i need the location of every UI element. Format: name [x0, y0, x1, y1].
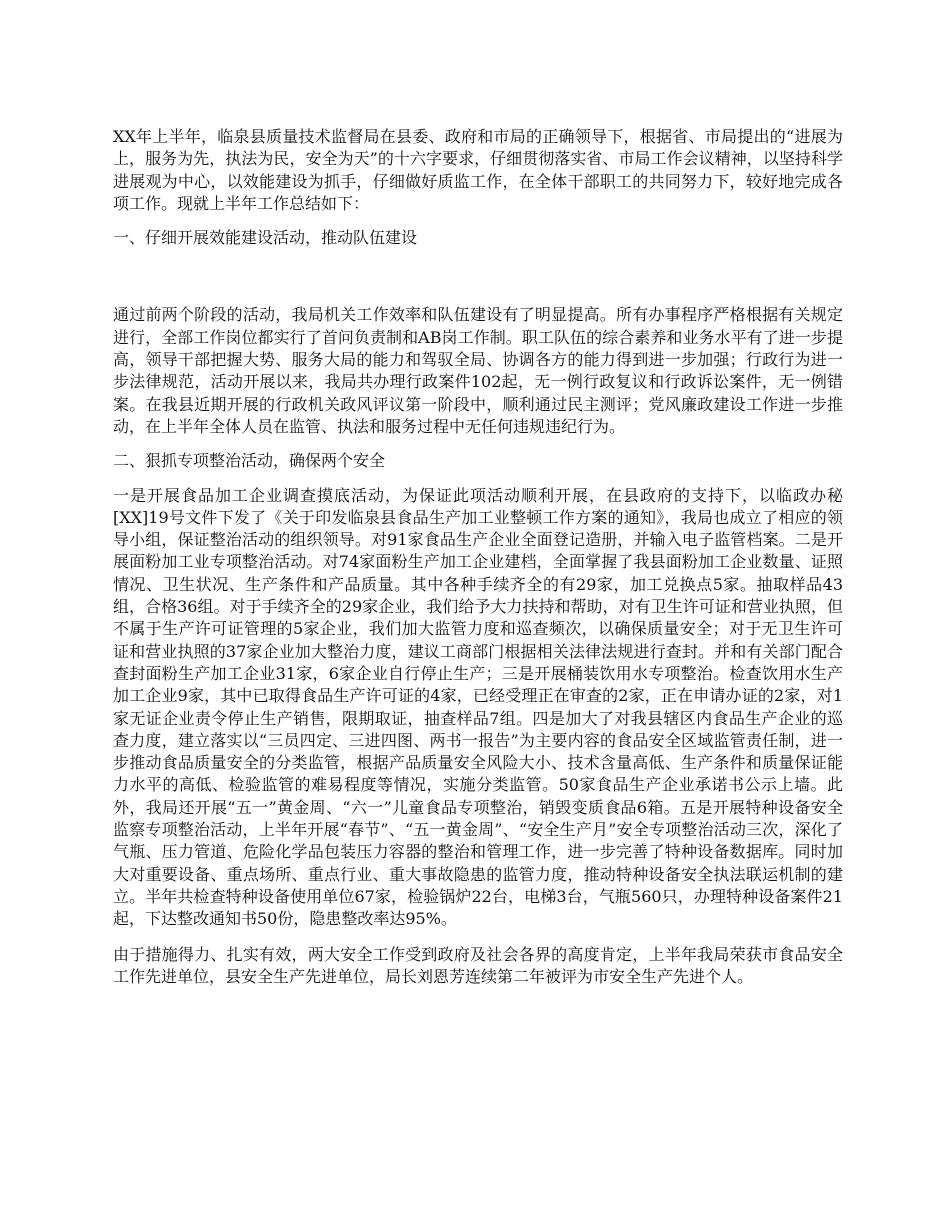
intro-paragraph: XX年上半年，临泉县质量技术监督局在县委、政府和市局的正确领导下，根据省、市局提出的“进展为上，服务为先，执法为民，安全为天”的十六字要求，仔细贯彻落实省、市局工作会议精神，以坚持科学进展观为中心，以效能建设为抓手，仔细做好质监工作，在全体干部职工的共同努力下，较好地完成各项工作。现就上半年工作总结如下： — [113, 127, 843, 213]
section-heading-2: 二、狠抓专项整治活动，确保两个安全 — [113, 451, 386, 471]
closing-paragraph: 由于措施得力、扎实有效，两大安全工作受到政府及社会各界的高度肯定，上半年我局荣获市食品安全工作先进单位，县安全生产先进单位，局长刘恩芳连续第二年被评为市安全生产先进个人。 — [113, 944, 843, 986]
section-2-paragraph: 一是开展食品加工企业调查摸底活动，为保证此项活动顺利开展，在县政府的支持下，以临政办秘[XX]19号文件下发了《关于印发临泉县食品生产加工业整顿工作方案的通知》，我局也成立了相应的领导小组，保证整治活动的组织领导。对91家食品生产企业全面登记造册，并输入电子监管档案。二是开展面粉加工业专项整治活动。对74家面粉生产加工企业建档，全面掌握了我县面粉加工企业数量、证照情况、卫生状况、生产条件和产品质量。其中各种手续齐全的有29家，加工兑换点5家。抽取样品43组，合格36组。对于手续齐全的29家企业，我们给予大力扶持和帮助，对有卫生许可证和营业执照，但不属于生产许可证管理的5家企业，我们加大监管力度和巡查频次，以确保质量安全；对于无卫生许可证和营业执照的37家企业加大整治力度，建议工商部门根据相关法律法规进行查封。并和有关部门配合查封面粉生产加工企业31家，6家企业自行停止生产；三是开展桶装饮用水专项整治。检查饮用水生产加工企业9家，其中已取得食品生产许可证的4家，已经受理正在审查的2家，正在申请办证的2家，对1家无证企业责令停止生产销售，限期取证，抽查样品7组。四是加大了对我县辖区内食品生产企业的巡查力度，建立落实以“三员四定、三进四图、两书一报告”为主要内容的食品安全区域监管责任制，进一步推动食品质量安全的分类监管，根据产品质量安全风险大小、技术含量高低、生产条件和质量保证能力水平的高低、检验监管的难易程度等情况，实施分类监管。50家食品生产企业承诺书公示上墙。此外，我局还开展“五一”黄金周、“六一”儿童食品专项整治，销毁变质食品6箱。五是开展特种设备安全监察专项整治活动，上半年开展“春节”、“五一黄金周”、“安全生产月”安全专项整治活动三次，深化了气瓶、压力管道、危险化学品包装压力容器的整治和管理工作，进一步完善了特种设备数据库。同时加大对重要设备、重点场所、重点行业、重大事故隐患的监管力度，推动特种设备安全执法联运机制的建立。半年共检查特种设备使用单位67家，检验锅炉22台，电梯3台，气瓶560只，办理特种设备案件21起，下达整改通知书50份，隐患整改率达95%。 — [113, 485, 843, 929]
section-heading-1: 一、仔细开展效能建设活动，推动队伍建设 — [113, 228, 418, 248]
section-1-paragraph: 通过前两个阶段的活动，我局机关工作效率和队伍建设有了明显提高。所有办事程序严格根据有关规定进行，全部工作岗位都实行了首问负责制和AB岗工作制。职工队伍的综合素养和业务水平有了进一步提高，领导干部把握大势、服务大局的能力和驾驭全局、协调各方的能力得到进一步加强；行政行为进一步法律规范，活动开展以来，我局共办理行政案件102起，无一例行政复议和行政诉讼案件，无一例错案。在我县近期开展的行政机关政风评议第一阶段中，顺利通过民主测评；党风廉政建设工作进一步推动，在上半年全体人员在监管、执法和服务过程中无任何违规违纪行为。 — [113, 305, 843, 436]
document-body — [113, 126, 843, 988]
